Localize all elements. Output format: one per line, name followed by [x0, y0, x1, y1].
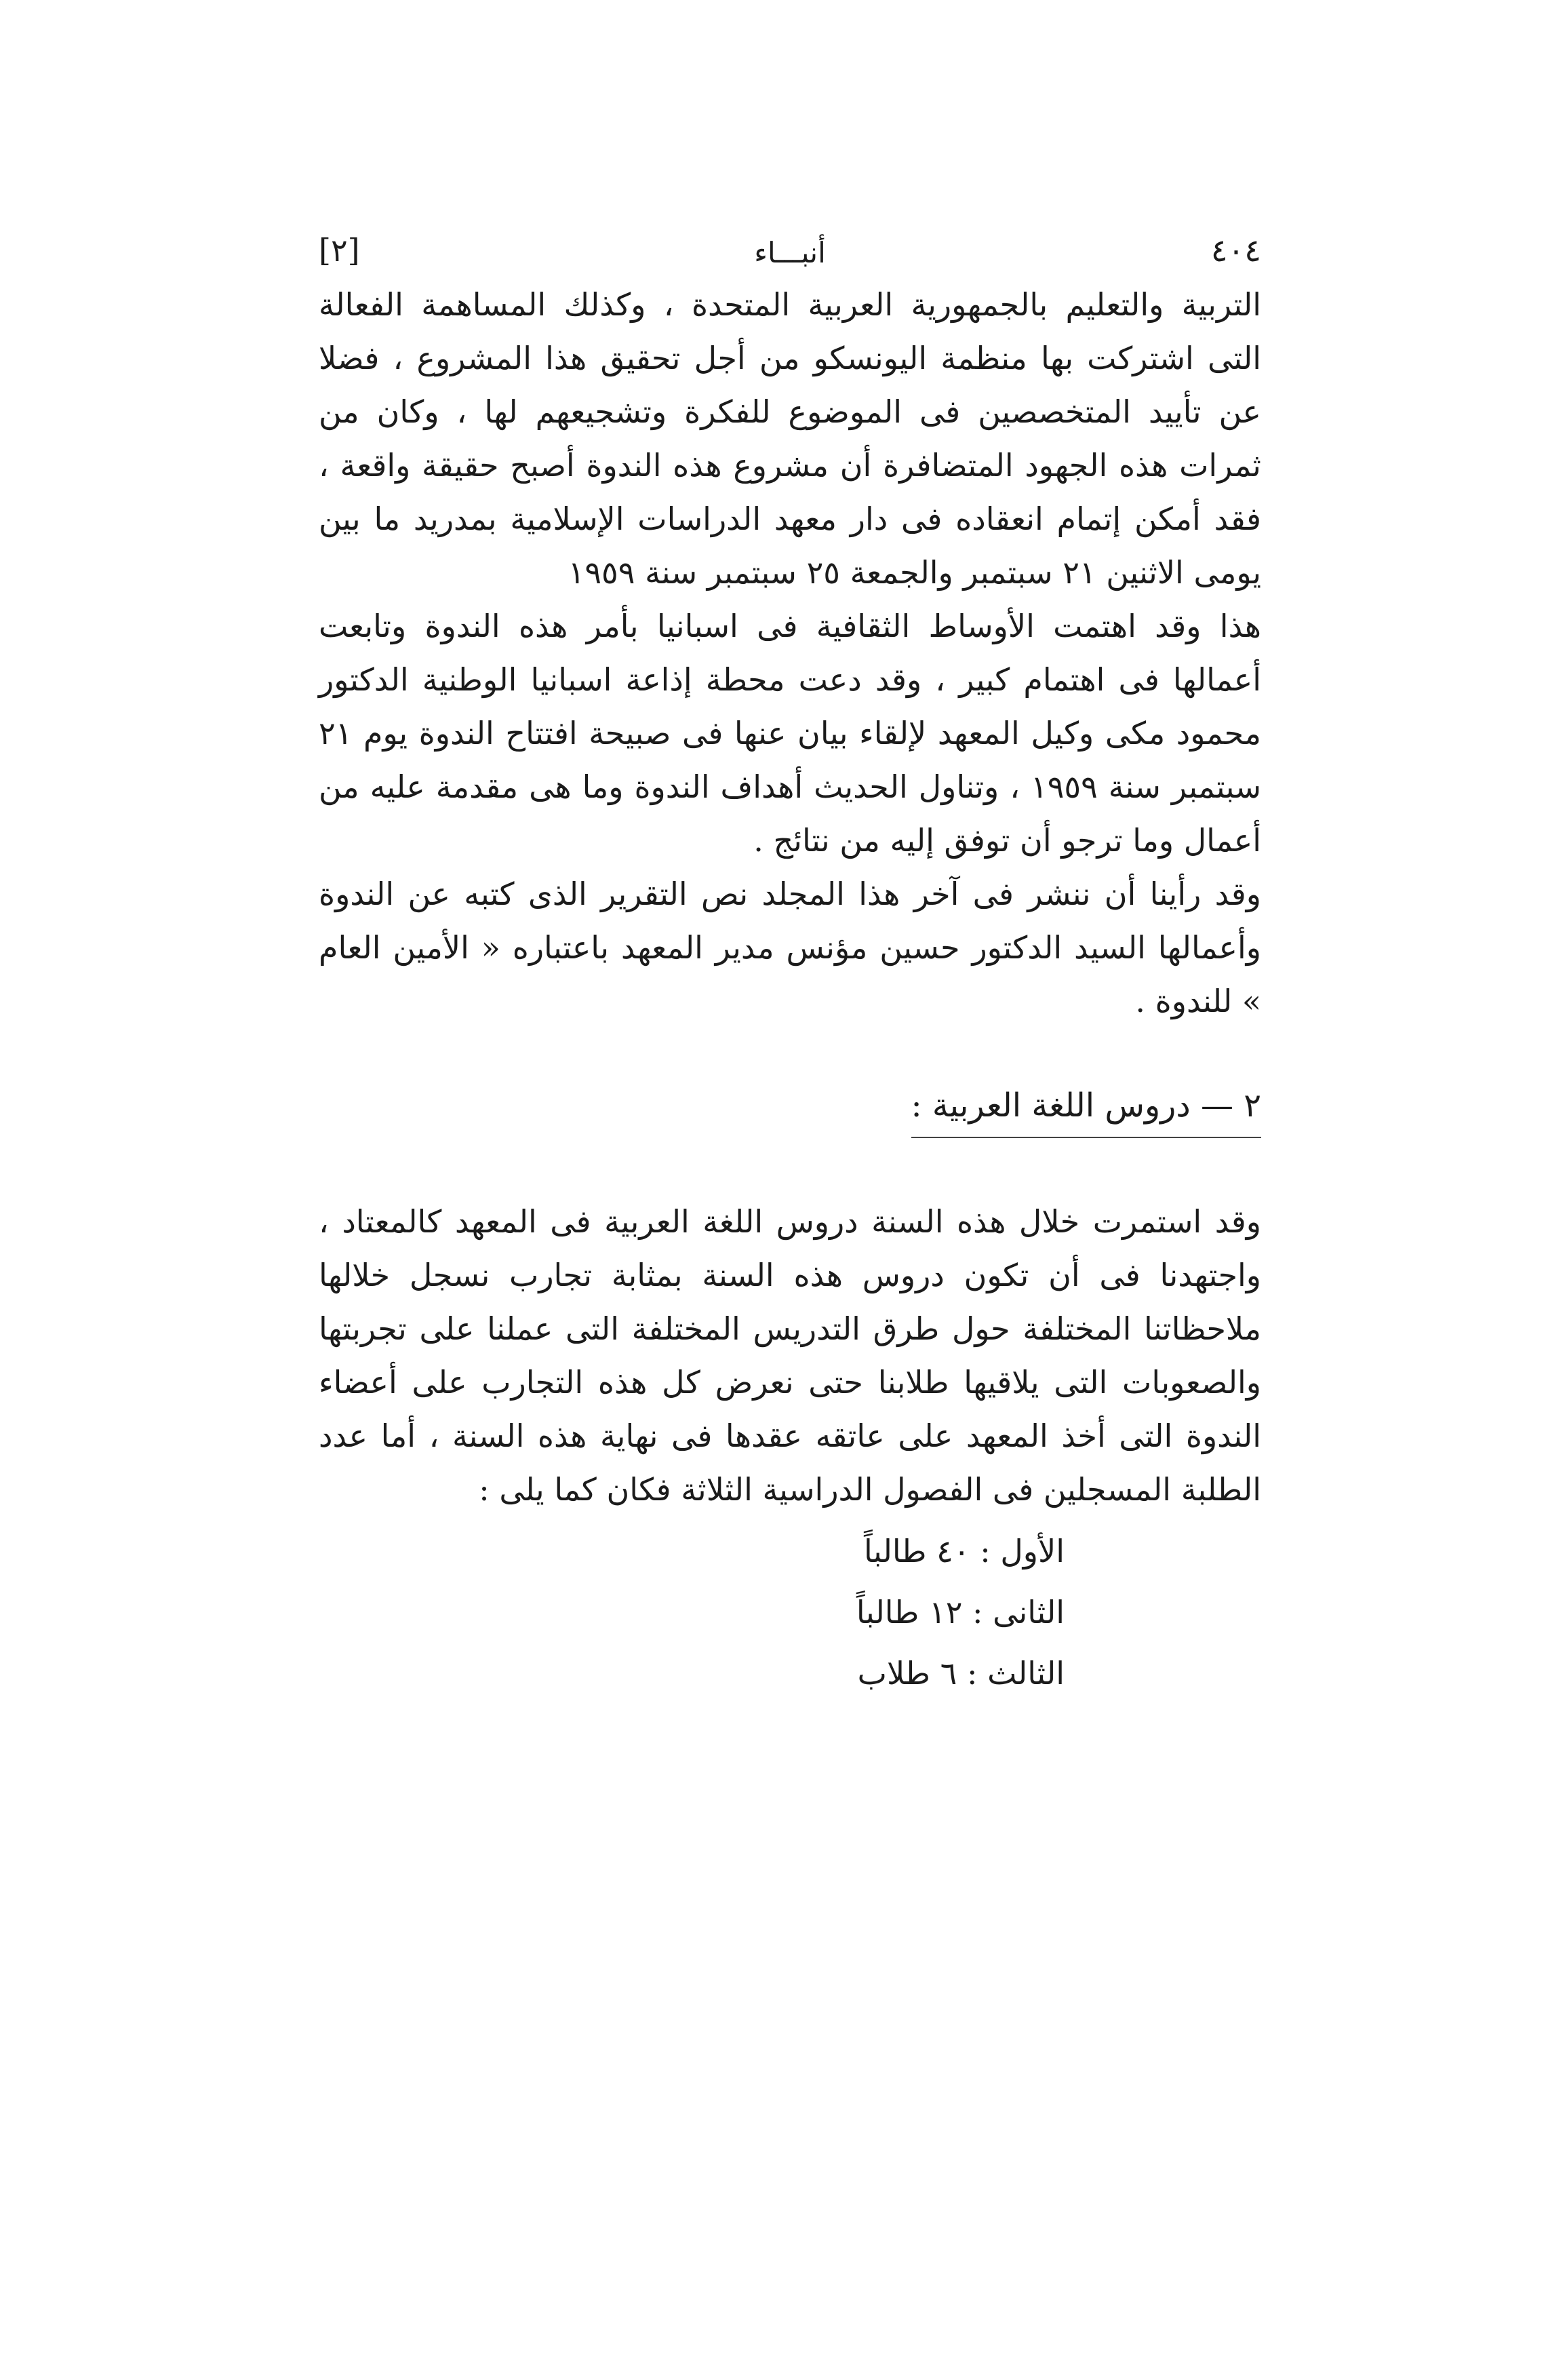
running-title: أنبـــاء [754, 236, 826, 269]
student-unit: طالباً [856, 1594, 919, 1631]
page-number: ٤٠٤ [1210, 232, 1261, 269]
student-unit: طلاب [857, 1655, 931, 1692]
term-label: الثالث [987, 1655, 1065, 1692]
enrollment-list [319, 1521, 1065, 1704]
student-count: ٤٠ [936, 1533, 970, 1569]
section-number: [٢] [319, 232, 360, 269]
term-label: الثانى [993, 1594, 1065, 1631]
student-count: ١٢ [928, 1594, 963, 1631]
student-unit: طالباً [864, 1533, 927, 1569]
section-heading: ٢ — دروس اللغة العربية : [911, 1078, 1262, 1138]
paragraph-4: وقد استمرت خلال هذه السنة دروس اللغة العربية فى المعهد كالمعتاد ، واجتهدنا فى أن تكون دروس هذه السنة بمثابة تجارب نسجل خلالها ملاحظاتنا المختلفة حول طرق التدريس المختلفة التى عملنا على تجربتها والصعوبات التى يلاقيها طلابنا حتى نعرض كل هذه التجارب على أعضاء الندوة التى أخذ المعهد على عاتقه عقدها فى نهاية هذه السنة ، أما عدد الطلبة المسجلين فى الفصول الدراسية الثلاثة فكان كما يلى : [319, 1203, 1261, 1508]
document-page [319, 224, 1261, 1704]
paragraph-3: وقد رأينا أن ننشر فى آخر هذا المجلد نص التقرير الذى كتبه عن الندوة وأعمالها السيد الدكتور حسين مؤنس مدير المعهد باعتباره « الأمين العام » للندوة . [319, 876, 1262, 1019]
section-heading-wrap [319, 1078, 1261, 1138]
paragraph-2: هذا وقد اهتمت الأوساط الثقافية فى اسبانيا بأمر هذه الندوة وتابعت أعمالها فى اهتمام كبير ، وقد دعت محطة إذاعة اسبانيا الوطنية الدكتور محمود مكى وكيل المعهد لإلقاء بيان عنها فى صبيحة افتتاح الندوة يوم ٢١ سبتمبر سنة ١٩٥٩ ، وتناول الحديث أهداف الندوة وما هى مقدمة عليه من أعمال وما ترجو أن توفق إليه من نتائج . [319, 608, 1261, 859]
enrollment-row: الثالث : ٦ طلاب [857, 1655, 1065, 1692]
enrollment-row: الأول : ٤٠ طالباً [864, 1533, 1065, 1569]
page-header [319, 224, 1261, 278]
term-label: الأول [1000, 1533, 1065, 1569]
student-count: ٦ [940, 1655, 957, 1692]
enrollment-row: الثانى : ١٢ طالباً [856, 1594, 1065, 1631]
paragraph-1: التربية والتعليم بالجمهورية العربية المتحدة ، وكذلك المساهمة الفعالة التى اشتركت بها منظمة اليونسكو من أجل تحقيق هذا المشروع ، فضلا عن تأييد المتخصصين فى الموضوع للفكرة وتشجيعهم لها ، وكان من ثمرات هذه الجهود المتضافرة أن مشروع هذه الندوة أصبح حقيقة واقعة ، فقد أمكن إتمام انعقاده فى دار معهد الدراسات الإسلامية بمدريد ما بين يومى الاثنين ٢١ سبتمبر والجمعة ٢٥ سبتمبر سنة ١٩٥٩ [319, 286, 1261, 591]
